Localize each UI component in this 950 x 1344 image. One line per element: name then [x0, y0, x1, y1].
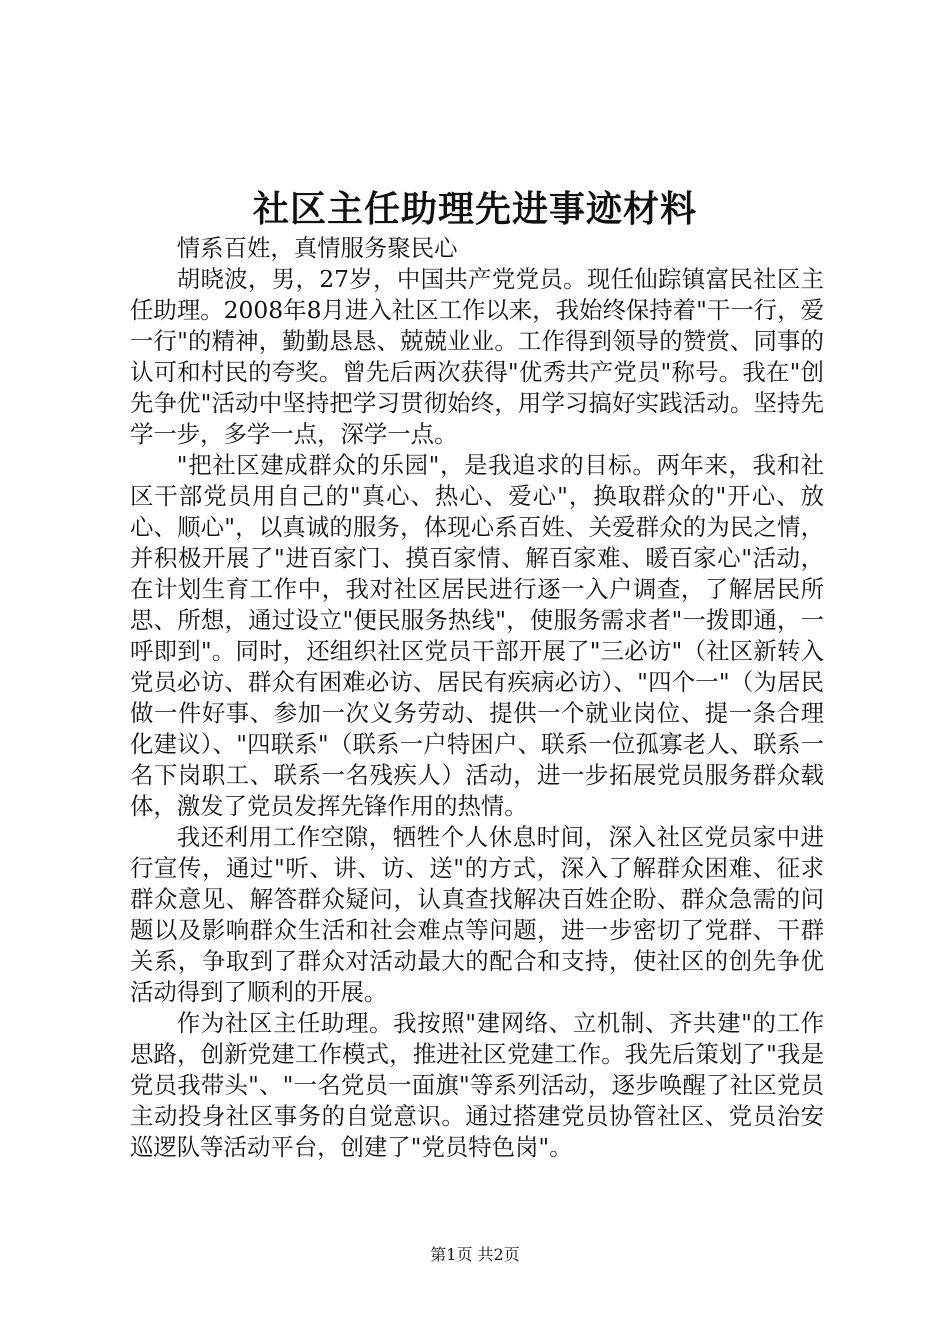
document-title: 社区主任助理先进事迹材料	[252, 188, 697, 230]
paragraph-community-goals: "把社区建成群众的乐园"，是我追求的目标。两年来，我和社区干部党员用自己的"真心、热心、爱心"，换取群众的"开心、放心、顺心"，以真诚的服务，体现心系百姓、关爱群众的为民之情，并积极开展了"进百家门、摸百家情、解百家难、暖百家心"活动，在计划生育工作中，我对社区居民进行逐一入户调查，了解居民所思、所想，通过设立"便民服务热线"，使服务需求者"一拨即通，一呼即到"。同时，还组织社区党员干部开展了"三必访"（社区新转入党员必访、群众有困难必访、居民有疾病必访）、"四个一"（为居民做一件好事、参加一次义务劳动、提供一个就业岗位、提一条合理化建议）、"四联系"（联系一户特困户、联系一位孤寡老人、联系一名下岗职工、联系一名残疾人）活动，进一步拓展党员服务群众载体，激发了党员发挥先锋作用的热情。	[130, 451, 824, 820]
paragraph-subtitle: 情系百姓，真情服务聚民心	[176, 234, 458, 262]
page-number-footer: 第1页 共2页	[430, 1245, 520, 1264]
paragraph-home-visits: 我还利用工作空隙，牺牲个人休息时间，深入社区党员家中进行宣传，通过"听、讲、访、送"的方式，深入了解群众困难、征求群众意见、解答群众疑问，认真查找解决百姓企盼、群众急需的问题以及影响群众生活和社会难点等问题，进一步密切了党群、干群关系，争取到了群众对活动最大的配合和支持，使社区的创先争优活动得到了顺利的开展。	[130, 823, 824, 1006]
document-body	[130, 233, 824, 1163]
paragraph-introduction: 胡晓波，男，27岁，中国共产党党员。现任仙踪镇富民社区主任助理。2008年8月进入社区工作以来，我始终保持着"干一行，爱一行"的精神，勤勤恳恳、兢兢业业。工作得到领导的赞赏、同事的认可和村民的夸奖。曾先后两次获得"优秀共产党员"称号。我在"创先争优"活动中坚持把学习贯彻始终，用学习搞好实践活动。坚持先学一步，多学一点，深学一点。	[130, 265, 824, 448]
paragraph-party-building: 作为社区主任助理。我按照"建网络、立机制、齐共建"的工作思路，创新党建工作模式，推进社区党建工作。我先后策划了"我是党员我带头"、"一名党员一面旗"等系列活动，逐步唤醒了社区党员主动投身社区事务的自觉意识。通过搭建党员协管社区、党员治安巡逻队等活动平台，创建了"党员特色岗"。	[130, 1009, 824, 1161]
